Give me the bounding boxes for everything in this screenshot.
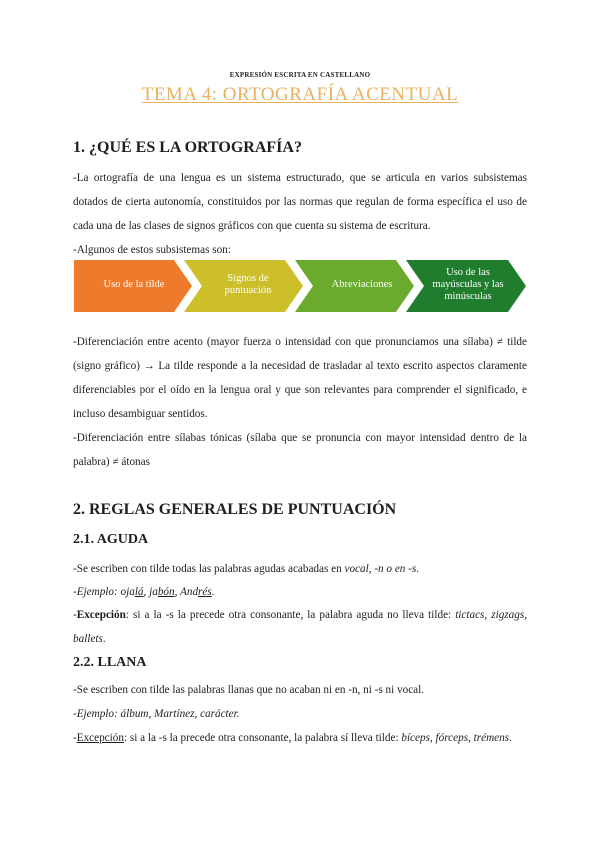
llana-exception-end: .	[509, 732, 512, 744]
aguda-exception-text: : si a la -s la precede otra consonante, la palabra aguda no lleva tilde:	[125, 609, 456, 621]
section-1-paragraph-3: -Diferenciación entre acento (mayor fuerza o intensidad con que pronunciamos una sílaba) ≠ tilde (signo gráfico) → La tilde responde a la necesidad de trasladar al texto escrito aspectos claramente diferenciables por el oído en la lengua oral y que son relevantes para comprender el significado, e incluso desambiguar sentidos.	[73, 336, 527, 420]
aguda-rule-end: .	[416, 563, 420, 575]
section-1-paragraph-2: -Algunos de estos subsistemas son:	[73, 244, 231, 256]
document-kicker: EXPRESIÓN ESCRITA EN CASTELLANO	[229, 71, 371, 79]
process-step-2-label: Signos de puntuación	[224, 273, 272, 296]
aguda-example-2-stressed: bón	[157, 586, 175, 598]
llana-rule: -Se escriben con tilde las palabras llanas que no acaban ni en -n, ni -s ni vocal.	[73, 684, 425, 696]
llana-exception-text: : si a la -s la precede otra consonante, la palabra sí lleva tilde:	[123, 732, 402, 744]
aguda-example-end: .	[211, 586, 215, 598]
process-step-1-label: Uso de la tilde	[103, 279, 165, 290]
aguda-exception: -Excepción: si a la -s la precede otra consonante, la palabra aguda no lleva tilde: tictacs, zigzags, ballets.	[73, 609, 527, 645]
llana-exception-label: Excepción	[76, 732, 124, 744]
aguda-examples	[73, 580, 527, 604]
aguda-example-2-stem: ja	[149, 586, 158, 598]
aguda-rule-terms: vocal, -n o en -s	[344, 563, 417, 575]
process-step-4-label: Uso de las mayúsculas y las minúsculas	[432, 267, 504, 302]
llana-examples	[73, 702, 527, 726]
aguda-example-3-stressed: rés	[198, 586, 212, 598]
aguda-example-1-stem: oja	[120, 586, 135, 598]
aguda-exception-label: Excepción	[76, 609, 126, 621]
document-title-text: TEMA 4: ORTOGRAFÍA ACENTUAL	[141, 84, 459, 105]
llana-example-end: .	[236, 708, 240, 720]
aguda-example-label: -Ejemplo:	[73, 586, 121, 598]
aguda-example-sep-2: ,	[174, 586, 181, 598]
llana-exception-words: bíceps, fórceps, trémens	[401, 732, 510, 744]
aguda-example-1-stressed: lá	[134, 586, 144, 598]
llana-exception	[73, 726, 527, 750]
aguda-rule-text: -Se escriben con tilde todas las palabras agudas acabadas en	[73, 563, 345, 575]
llana-example-label: -Ejemplo:	[73, 708, 121, 720]
process-step-3-label: Abreviaciones	[331, 279, 393, 290]
aguda-exception-end: .	[102, 633, 106, 645]
section-1-paragraph-4: -Diferenciación entre sílabas tónicas (sílaba que se pronuncia con mayor intensidad dentro de la palabra) ≠ átonas	[73, 432, 527, 468]
document-title	[0, 84, 600, 106]
section-1-paragraph-1: -La ortografía de una lengua es un sistema estructurado, que se articula en varios subsistemas dotados de cierta autonomía, constituidos por las normas que regulan de forma específica el uso de cada una de las clases de signos gráficos con que cuenta su sistema de escritura.	[73, 172, 527, 232]
aguda-rule	[73, 557, 527, 581]
llana-heading: 2.2. LLANA	[73, 655, 147, 670]
aguda-heading: 2.1. AGUDA	[73, 532, 149, 547]
aguda-example-3-stem: And	[180, 586, 199, 598]
llana-exception-dash: -	[73, 732, 77, 744]
aguda-example-sep-1: ,	[143, 586, 150, 598]
section-2-heading: 2. REGLAS GENERALES DE PUNTUACIÓN	[73, 501, 397, 518]
section-1-heading: 1. ¿QUÉ ES LA ORTOGRAFÍA?	[73, 139, 302, 156]
llana-example-words: álbum, Martínez, carácter	[120, 708, 237, 720]
aguda-exception-words: tictacs, zigzags, ballets	[73, 609, 527, 645]
subsystems-process-diagram	[74, 260, 526, 312]
